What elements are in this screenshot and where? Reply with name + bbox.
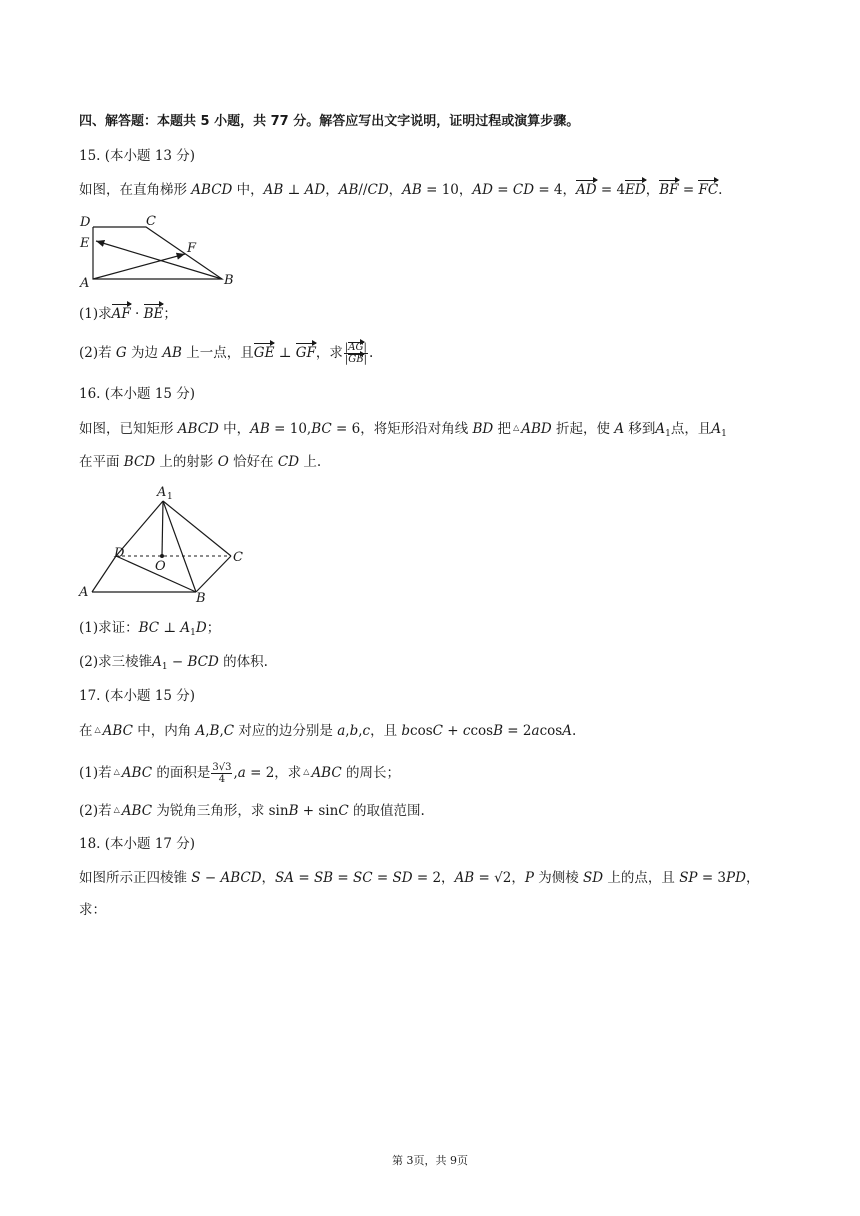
q17-header: 17. (本小题 15 分) (79, 688, 196, 704)
section-heading: 四、解答题：本题共 5 小题，共 77 分。解答应写出文字说明，证明过程或演算步骤。 (79, 114, 580, 129)
q16-part2: (2)求三棱锥$A_1$ − BCD 的体积. (79, 654, 268, 672)
q15-part2: (2)若 G 为边 AB 上一点，且GE ⊥ GF，求 $\frac{|AG|}{|GB|}$ . (79, 342, 374, 365)
label-A1-subscript: 1 (167, 492, 173, 502)
q18-header: 18. (本小题 17 分) (79, 836, 196, 852)
q15-header: 15. (本小题 13 分) (79, 148, 196, 164)
q17-part2: (2)若 △ ABC 为锐角三角形，求 sinB + sinC 的取值范围. (79, 803, 425, 819)
label-B: B (224, 273, 234, 288)
label-D: D (80, 215, 91, 230)
q18-statement-end: 求： (79, 902, 106, 918)
q18-statement: 如图所示正四棱锥 S − ABCD，SA = SB = SC = SD = 2，AB = √2，P 为侧棱 SD 上的点，且 SP = 3PD， (79, 870, 760, 886)
label-C: C (233, 550, 243, 565)
page-footer: 第 3页，共 9页 (392, 1154, 468, 1167)
q16-part1: (1)求证：BC ⊥ $A_1D$； (79, 620, 221, 638)
label-A: A (80, 276, 90, 291)
q16-pyramid-figure (76, 480, 256, 608)
label-A1: A (157, 485, 167, 500)
label-D: D (114, 546, 125, 561)
label-C: C (146, 214, 156, 229)
label-O: O (155, 559, 166, 574)
q15-statement: 如图，在直角梯形 ABCD 中，AB ⊥ AD，AB//CD，AB = 10，AD = CD = 4，AD = 4ED，BF = FC. (79, 182, 723, 198)
q17-statement: 在 △ ABC 中，内角 A,B,C 对应的边分别是 a,b,c，且 bcosC + ccosB = 2acosA. (79, 723, 577, 739)
q16-header: 16. (本小题 15 分) (79, 386, 196, 402)
q16-statement-1: 如图，已知矩形 ABCD 中，AB = 10,BC = 6，将矩形沿对角线 BD 把 △ ABD 折起，使 A 移到$A_1$点，且$A_1$ (79, 421, 727, 439)
label-A: A (79, 585, 89, 600)
label-B: B (196, 591, 206, 606)
q17-part1: (1)若 △ ABC 的面积是 $\frac{3√3}{4}$ ,a = 2，求 △ ABC 的周长； (79, 762, 400, 785)
label-F: F (187, 241, 197, 256)
q15-part1: (1)求AF · BE； (79, 306, 177, 322)
q16-statement-2: 在平面 BCD 上的射影 O 恰好在 CD 上. (79, 454, 322, 470)
label-E: E (80, 236, 90, 251)
q15-trapezoid-figure (76, 210, 246, 292)
